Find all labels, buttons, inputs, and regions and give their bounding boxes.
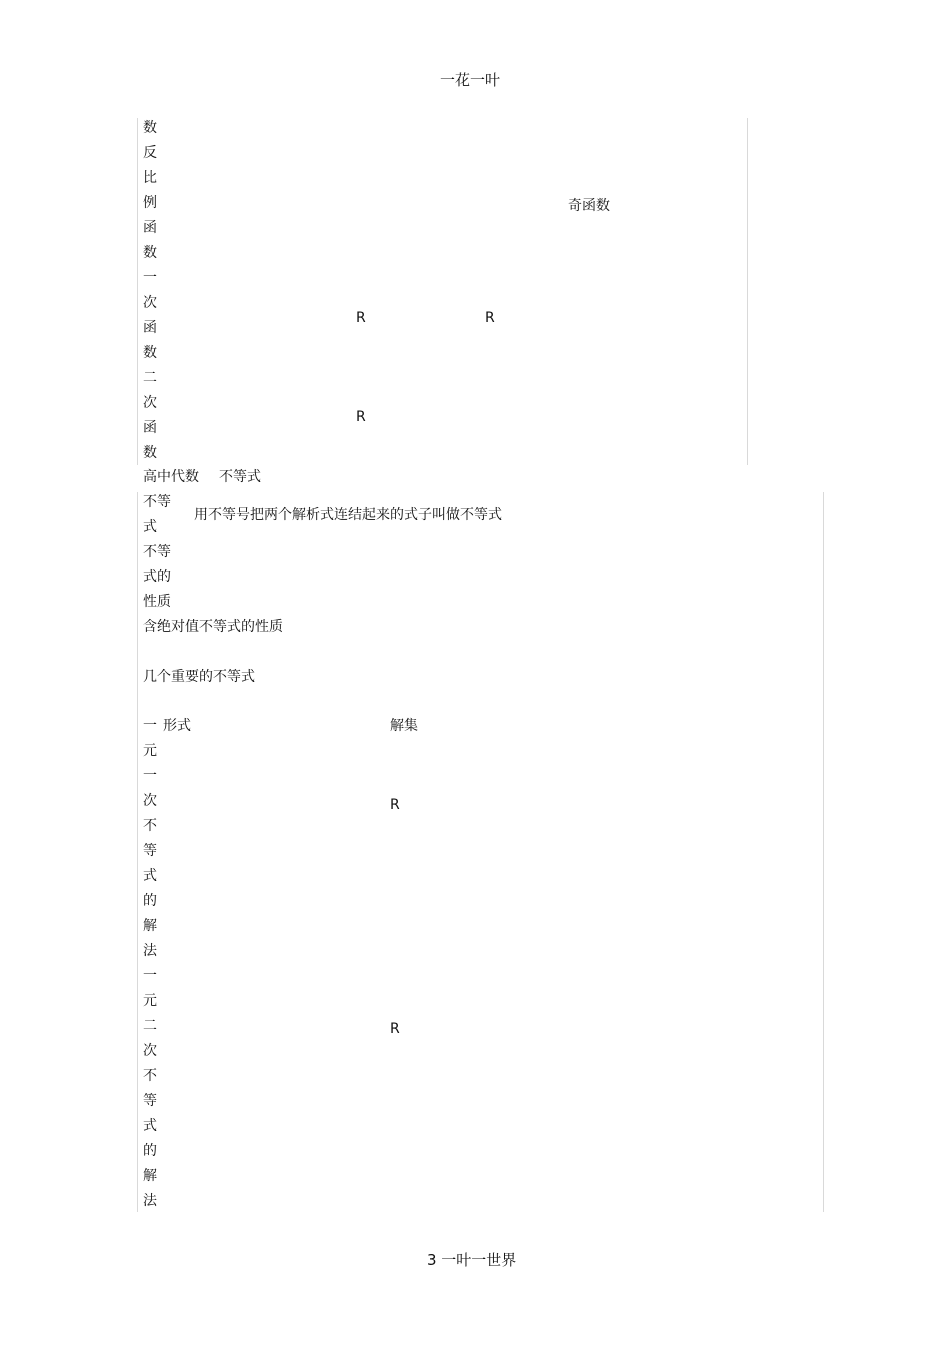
linear-label-char: 元 xyxy=(143,743,157,759)
page-footer: 3 一叶一世界 xyxy=(427,1251,517,1269)
quadratic-inequality-label xyxy=(143,967,163,1217)
odd-function-cell: 奇函数 xyxy=(568,198,610,214)
table-left-border-bottom xyxy=(137,492,138,1212)
linear-label-char: 等 xyxy=(143,843,157,859)
linear-label-char: 一 xyxy=(143,768,157,784)
table-right-border-top xyxy=(747,118,748,465)
linear-domain-cell: R xyxy=(356,310,366,326)
section-heading-main: 高中代数 xyxy=(143,469,199,485)
function-char: 次 xyxy=(143,295,157,311)
function-char: 比 xyxy=(143,170,157,186)
column-header-form: 形式 xyxy=(163,718,191,734)
properties-label-part: 式的 xyxy=(143,569,171,585)
linear-label-char: 的 xyxy=(143,893,157,909)
properties-label xyxy=(143,543,183,618)
function-char: 一 xyxy=(143,270,157,286)
quadratic-label-char: 等 xyxy=(143,1093,157,1109)
page-header: 一花一叶 xyxy=(440,71,501,89)
function-char: 数 xyxy=(143,120,157,136)
function-names-column xyxy=(143,119,163,469)
quadratic-label-char: 次 xyxy=(143,1043,157,1059)
quadratic-domain-cell: R xyxy=(356,409,366,425)
quadratic-label-char: 的 xyxy=(143,1143,157,1159)
important-inequalities: 几个重要的不等式 xyxy=(143,669,255,685)
function-char: 例 xyxy=(143,195,157,211)
table-right-border-bottom xyxy=(823,492,824,1212)
quadratic-solution-cell: R xyxy=(390,1021,400,1037)
function-char: 函 xyxy=(143,220,157,236)
quadratic-label-char: 法 xyxy=(143,1193,157,1209)
quadratic-label-char: 解 xyxy=(143,1168,157,1184)
quadratic-label-char: 式 xyxy=(143,1118,157,1134)
linear-label-char: 法 xyxy=(143,943,157,959)
linear-label-char: 次 xyxy=(143,793,157,809)
function-char: 次 xyxy=(143,395,157,411)
quadratic-label-char: 一 xyxy=(143,968,157,984)
function-char: 数 xyxy=(143,445,157,461)
definition-label xyxy=(143,493,183,543)
linear-inequality-label xyxy=(143,742,163,967)
table-left-border-top xyxy=(137,118,138,465)
definition-label-part: 式 xyxy=(143,519,157,535)
function-char: 数 xyxy=(143,245,157,261)
properties-label-part: 不等 xyxy=(143,544,171,560)
function-char: 函 xyxy=(143,320,157,336)
absolute-value-properties: 含绝对值不等式的性质 xyxy=(143,619,283,635)
function-char: 反 xyxy=(143,145,157,161)
definition-text: 用不等号把两个解析式连结起来的式子叫做不等式 xyxy=(194,507,502,523)
linear-label-char: 式 xyxy=(143,868,157,884)
function-char: 二 xyxy=(143,370,157,386)
properties-label-part: 性质 xyxy=(143,594,171,610)
function-char: 数 xyxy=(143,345,157,361)
linear-label-char: 不 xyxy=(143,818,157,834)
linear-label-char: 解 xyxy=(143,918,157,934)
column-header-solution: 解集 xyxy=(390,718,418,734)
definition-label-part: 不等 xyxy=(143,494,171,510)
quadratic-label-char: 元 xyxy=(143,993,157,1009)
linear-range-cell: R xyxy=(485,310,495,326)
quadratic-label-char: 不 xyxy=(143,1068,157,1084)
linear-solution-cell: R xyxy=(390,797,400,813)
section-heading-sub: 不等式 xyxy=(219,469,261,485)
quadratic-label-char: 二 xyxy=(143,1018,157,1034)
function-char: 函 xyxy=(143,420,157,436)
solve-first-char: 一 xyxy=(143,718,157,734)
